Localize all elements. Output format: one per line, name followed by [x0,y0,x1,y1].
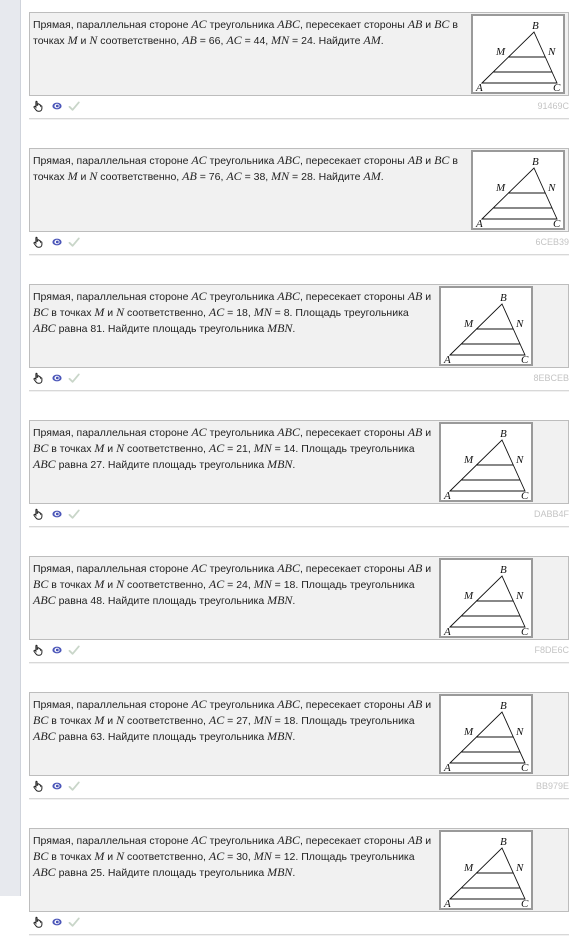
hand-pointer-icon[interactable] [32,644,44,656]
vertex-label-b: B [500,428,507,440]
triangle-figure [439,558,533,638]
triangle-figure [439,286,533,366]
hand-pointer-icon[interactable] [32,372,44,384]
triangle-figure [439,694,533,774]
task-card [29,284,569,388]
eye-icon[interactable] [51,100,63,112]
task-card [29,828,569,932]
task-toolbar [29,234,569,252]
task-divider [29,254,569,256]
task-divider [29,390,569,392]
task-toolbar [29,778,569,796]
vertex-label-m: M [464,454,474,466]
task-divider [29,798,569,800]
vertex-label-n: N [548,182,556,194]
problem-panel [29,148,569,232]
task-divider [29,662,569,664]
task-id: BB979E [535,781,569,791]
eye-icon[interactable] [51,372,63,384]
task-toolbar [29,506,569,524]
vertex-label-m: M [464,590,474,602]
problem-panel [29,692,569,776]
vertex-label-n: N [548,46,556,58]
task-card [29,12,569,116]
task-id: 8EBCEB [533,373,569,383]
vertex-label-n: N [516,590,524,602]
vertex-label-m: M [496,46,506,58]
task-toolbar [29,914,569,932]
task-divider [29,118,569,120]
vertex-label-a: A [444,762,451,772]
vertex-label-n: N [516,454,524,466]
task-id: 91469C [537,101,569,111]
task-card [29,148,569,252]
vertex-label-c: C [521,626,529,636]
problem-panel [29,420,569,504]
vertex-label-b: B [500,564,507,576]
vertex-label-c: C [553,218,561,228]
vertex-label-c: C [521,898,529,908]
checkmark-icon[interactable] [68,100,80,112]
triangle-figure [439,422,533,502]
vertex-label-n: N [516,726,524,738]
problem-panel [29,556,569,640]
vertex-label-a: A [444,626,451,636]
hand-pointer-icon[interactable] [32,236,44,248]
hand-pointer-icon[interactable] [32,780,44,792]
task-id: F8DE6C [534,645,569,655]
vertex-label-c: C [521,762,529,772]
triangle-figure [471,150,565,230]
vertex-label-a: A [444,490,451,500]
vertex-label-b: B [500,700,507,712]
task-id: 6CEB39 [535,237,569,247]
vertex-label-n: N [516,318,524,330]
task-card [29,556,569,660]
vertex-label-a: A [444,898,451,908]
checkmark-icon[interactable] [68,644,80,656]
problem-panel [29,284,569,368]
vertex-label-a: A [476,218,483,228]
problem-text: Прямая, параллельная стороне AC треугольника ABC, пересекает стороны AB и BC в точках M и N соответственно, AC = 21, MN = 14. Площадь треугольника ABC равна 27. Найдите площадь треугольника MBN. [33,425,432,471]
vertex-label-m: M [464,726,474,738]
problem-text: Прямая, параллельная стороне AC треугольника ABC, пересекает стороны AB и BC в точках M и N соответственно, AC = 27, MN = 18. Площадь треугольника ABC равна 63. Найдите площадь треугольника MBN. [33,697,432,743]
problem-panel [29,828,569,912]
vertex-label-a: A [444,354,451,364]
eye-icon[interactable] [51,916,63,928]
checkmark-icon[interactable] [68,236,80,248]
task-card [29,692,569,796]
task-toolbar [29,98,569,116]
problem-text: Прямая, параллельная стороне AC треугольника ABC, пересекает стороны AB и BC в точках M и N соответственно, AB = 76, AC = 38, MN = 28. Найдите AM. [33,153,458,183]
eye-icon[interactable] [51,508,63,520]
checkmark-icon[interactable] [68,916,80,928]
vertex-label-c: C [521,354,529,364]
vertex-label-b: B [500,292,507,304]
vertex-label-b: B [532,20,539,32]
problem-text: Прямая, параллельная стороне AC треугольника ABC, пересекает стороны AB и BC в точках M и N соответственно, AC = 18, MN = 8. Площадь треугольника ABC равна 81. Найдите площадь треугольника MBN. [33,289,432,335]
task-card [29,420,569,524]
problem-text: Прямая, параллельная стороне AC треугольника ABC, пересекает стороны AB и BC в точках M и N соответственно, AC = 24, MN = 18. Площадь треугольника ABC равна 48. Найдите площадь треугольника MBN. [33,561,432,607]
left-scroll-strip [0,0,21,896]
vertex-label-m: M [464,862,474,874]
hand-pointer-icon[interactable] [32,100,44,112]
checkmark-icon[interactable] [68,372,80,384]
eye-icon[interactable] [51,780,63,792]
problem-text: Прямая, параллельная стороне AC треугольника ABC, пересекает стороны AB и BC в точках M и N соответственно, AB = 66, AC = 44, MN = 24. Найдите AM. [33,17,458,47]
vertex-label-c: C [521,490,529,500]
vertex-label-a: A [476,82,483,92]
vertex-label-m: M [496,182,506,194]
triangle-figure [439,830,533,910]
checkmark-icon[interactable] [68,508,80,520]
problem-panel [29,12,569,96]
eye-icon[interactable] [51,236,63,248]
vertex-label-m: M [464,318,474,330]
triangle-figure [471,14,565,94]
task-toolbar [29,370,569,388]
vertex-label-b: B [532,156,539,168]
vertex-label-n: N [516,862,524,874]
problem-text: Прямая, параллельная стороне AC треугольника ABC, пересекает стороны AB и BC в точках M и N соответственно, AC = 30, MN = 12. Площадь треугольника ABC равна 25. Найдите площадь треугольника MBN. [33,833,432,879]
vertex-label-c: C [553,82,561,92]
vertex-label-b: B [500,836,507,848]
task-toolbar [29,642,569,660]
task-divider [29,526,569,528]
hand-pointer-icon[interactable] [32,916,44,928]
task-id: DABB4F [533,509,569,519]
hand-pointer-icon[interactable] [32,508,44,520]
eye-icon[interactable] [51,644,63,656]
checkmark-icon[interactable] [68,780,80,792]
